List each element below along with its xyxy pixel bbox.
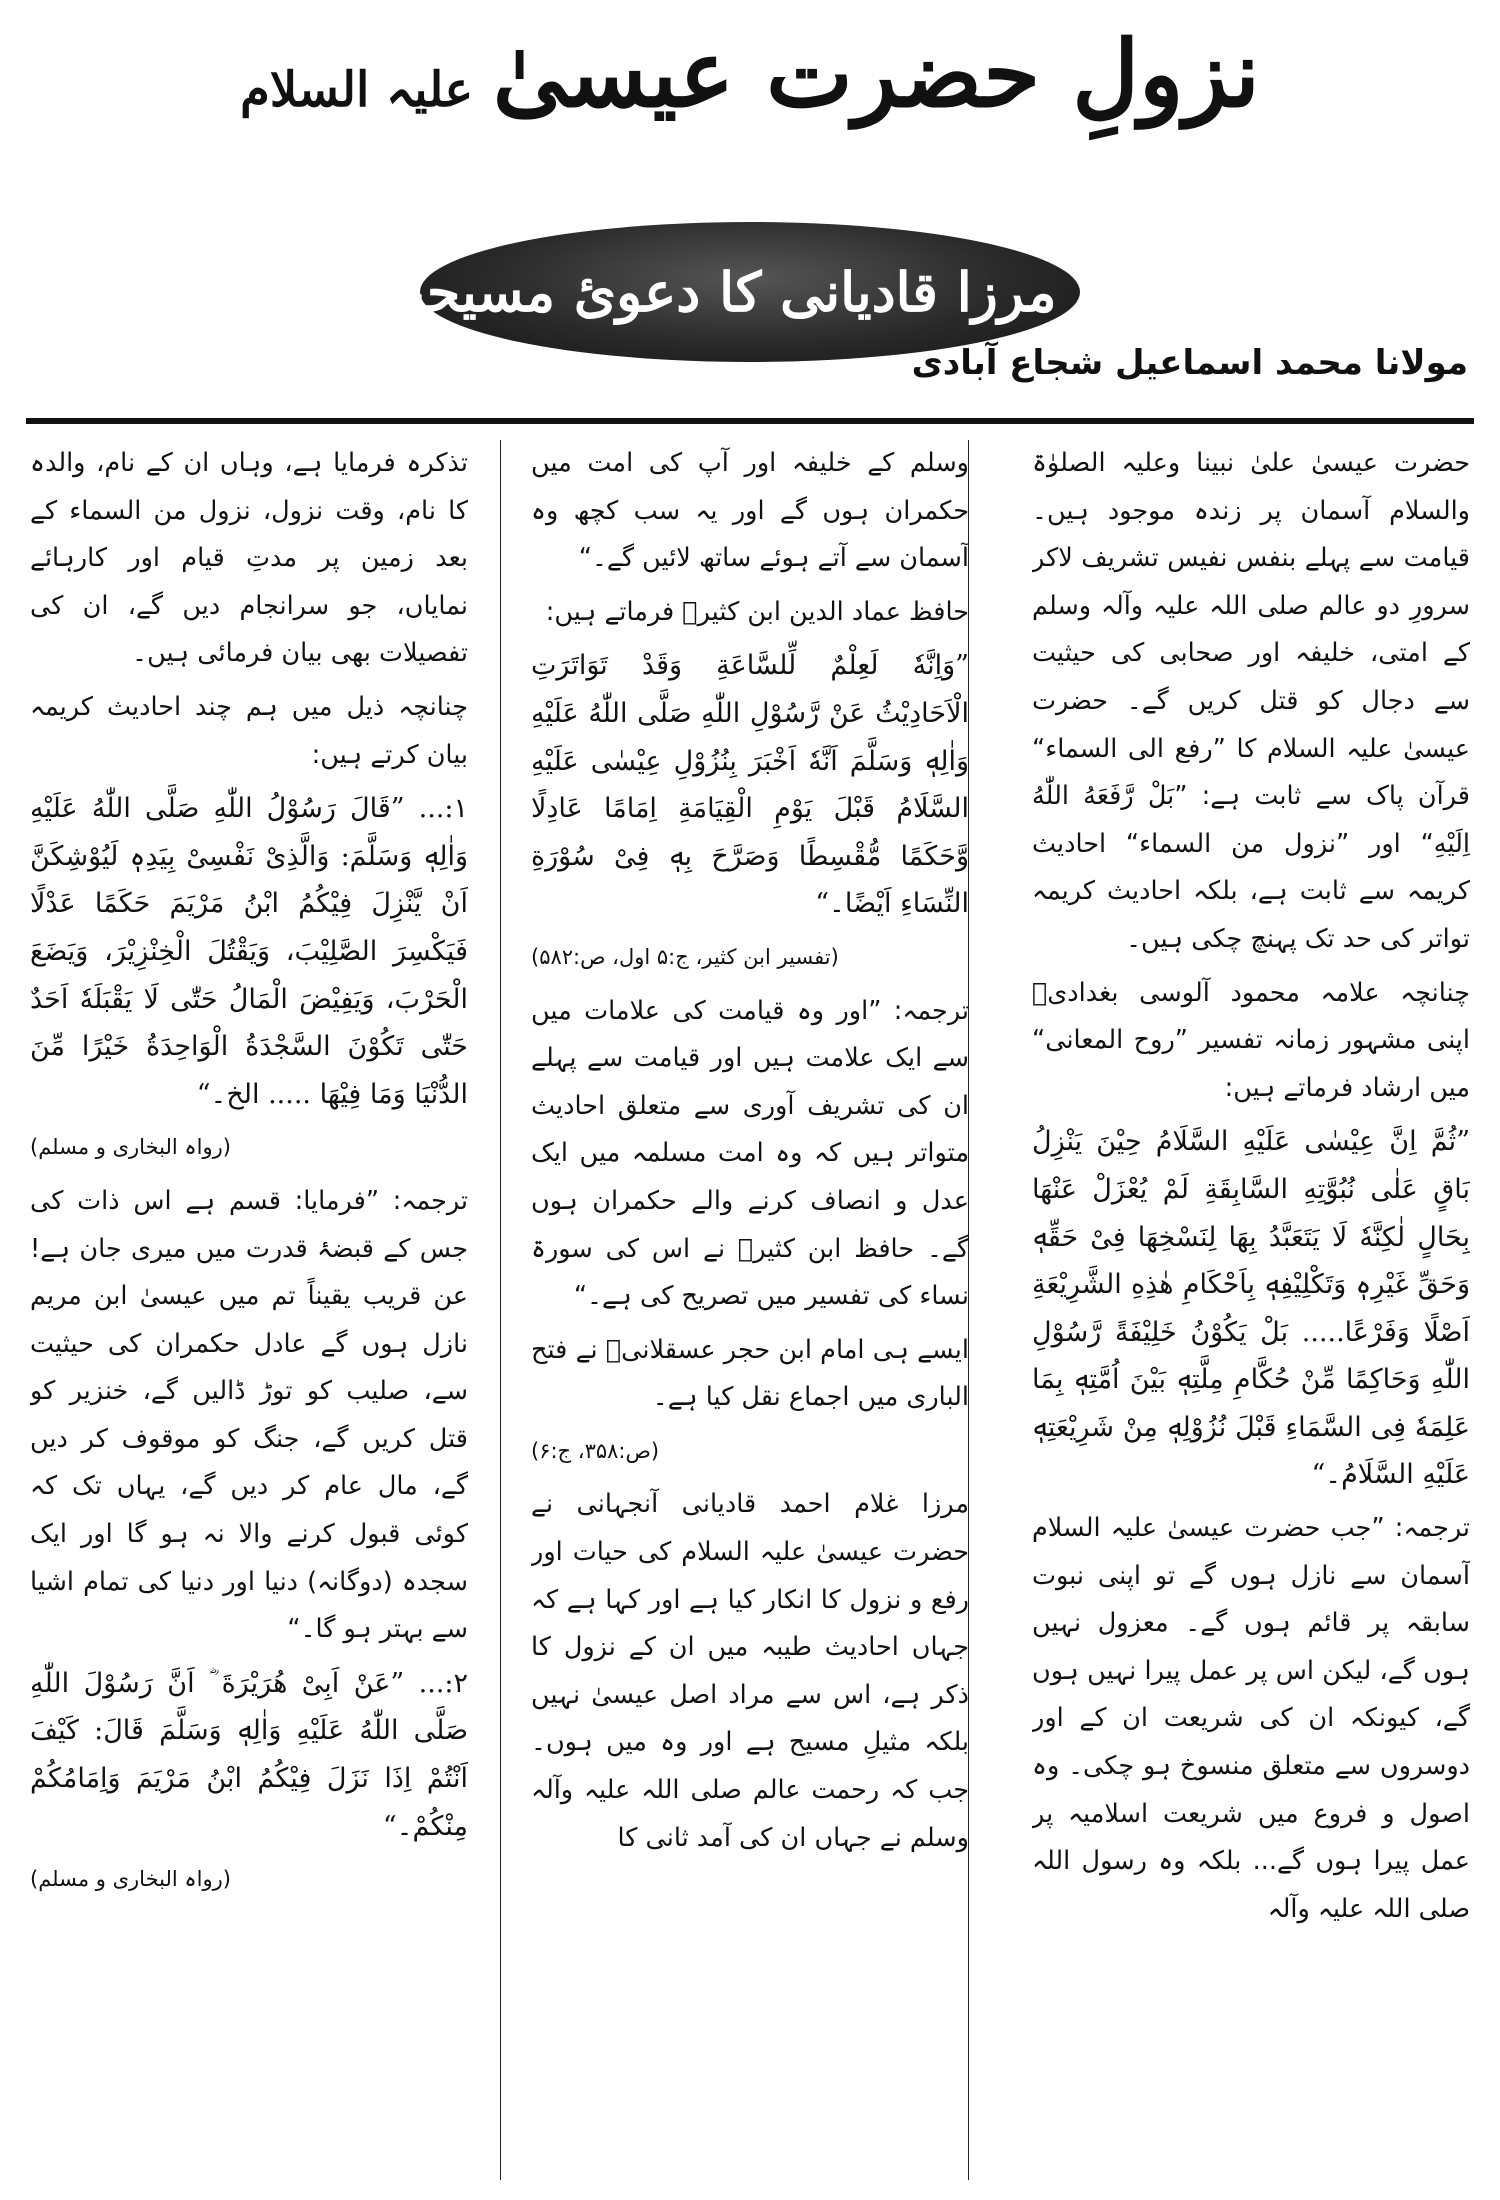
- body-paragraph: تذکرہ فرمایا ہے، وہاں ان کے نام، والدہ کا نام، وقت نزول، نزول من السماء کے بعد زمین پر مدتِ قیام اور کارہائے نمایاں، جو سرانجام دیں گے، ان کی تفصیلات بھی بیان فرمائی ہیں۔: [30, 448, 468, 669]
- body-paragraph: مرزا غلام احمد قادیانی آنجہانی نے حضرت عیسیٰ علیہ السلام کی حیات اور رفع و نزول کا انکار کیا ہے اور کہا ہے کہ جہاں احادیث طیبہ میں ان کے نزول کا ذکر ہے، اس سے مراد اصل عیسیٰ نہیں بلکہ مثیلِ مسیح ہے اور وہ میں ہوں۔ جب کہ رحمت عالم صلی اللہ علیہ وآلہ وسلم نے جہاں ان کی آمد ثانی کا: [531, 1489, 969, 1853]
- body-paragraph: حضرت عیسیٰ علیٰ نبینا وعلیہ الصلوٰۃ والسلام آسمان پر زندہ موجود ہیں۔ قیامت سے پہلے بنفس نفیس تشریف لاکر سرورِ دو عالم صلی اللہ علیہ وآلہ وسلم کے امتی، خلیفہ اور صحابی کی حیثیت سے دجال کو قتل کریں گے۔ حضرت عیسیٰ علیہ السلام کا ”رفع الی السماء“ قرآن پاک سے ثابت ہے: ”بَلْ رَّفَعَهُ اللّٰهُ اِلَيْهِ“ اور ”نزول من السماء“ احادیث کریمہ سے ثابت ہے، بلکہ احادیث کریمہ تواتر کی حد تک پہنچ چکی ہیں۔: [1032, 448, 1470, 954]
- translation-paragraph: ترجمہ: ”فرمایا: قسم ہے اس ذات کی جس کے قبضۂ قدرت میں میری جان ہے! عن قریب یقیناً تم میں عیسیٰ ابن مریم نازل ہوں گے عادل حکمران کی حیثیت سے، صلیب کو توڑ ڈالیں گے، خنزیر کو قتل کریں گے، جنگ کو موقوف کر دیں گے، مال عام کر دیں گے، یہاں تک کہ کوئی قبول کرنے والا نہ ہو گا اور ایک سجدہ (دوگانہ) دنیا اور دنیا کی تمام اشیا سے بہتر ہو گا۔“: [30, 1185, 468, 1645]
- citation: (رواہ البخاری و مسلم): [30, 1135, 231, 1160]
- arabic-quote: ”ثُمَّ اِنَّ عِیْسٰی عَلَیْهِ السَّلَامُ حِیْنَ یَنْزِلُ بَاقٍ عَلٰی نُبُوَّتِهِ السَّابِقَةِ لَمْ یُعْزَلْ عَنْهَا بِحَالٍ لٰکِنَّهٗ لَا یَتَعَبَّدُ بِهَا لِنَسْخِهَا فِیْ حَقِّهٖ وَحَقِّ غَیْرِهٖ وَتَکْلِیْفِهٖ بِاَحْکَامِ هٰذِهِ الشَّرِیْعَةِ اَصْلًا وَفَرْعًا..... بَلْ یَکُوْنُ خَلِیْفَةً رَّسُوْلِ اللّٰهِ وَحَاکِمًا مِّنْ حُکَّامِ مِلَّتِهٖ بَیْنَ اُمَّتِهٖ بِمَا عَلِمَهٗ فِی السَّمَاءِ قَبْلَ نُزُوْلِهٖ مِنْ شَرِیْعَتِهٖ عَلَیْهِ السَّلَامُ۔“: [1032, 1126, 1470, 1491]
- subtitle-banner: [357, 222, 1143, 362]
- header-divider: [26, 418, 1474, 424]
- author-byline: مولانا محمد اسماعیل شجاع آبادی: [911, 343, 1468, 383]
- body-paragraph: چنانچہ علامہ محمود آلوسی بغدادیؒ اپنی مشہور زمانہ تفسیر ”روح المعانی“ میں ارشاد فرماتے ہیں:: [1032, 977, 1470, 1103]
- column-divider: [500, 440, 501, 2180]
- citation: (تفسیر ابن کثیر، ج:۵ اول، ص:۵۸۲): [531, 944, 839, 969]
- translation-paragraph: ترجمہ: ”اور وہ قیامت کی علامات میں سے ایک علامت ہیں اور قیامت سے پہلے ان کی تشریف آوری سے متعلق احادیث متواتر ہیں کہ وہ امت مسلمہ میں ایک عدل و انصاف کرنے والے حکمران ہوں گے۔ حافظ ابن کثیرؒ نے اس کی سورۃ نساء کی تفسیر میں تصریح کی ہے۔“: [531, 995, 969, 1312]
- body-paragraph: ایسے ہی امام ابن حجر عسقلانیؒ نے فتح الباری میں اجماع نقل کیا ہے۔: [531, 1334, 969, 1413]
- translation-paragraph: ترجمہ: ”جب حضرت عیسیٰ علیہ السلام آسمان سے نازل ہوں گے تو اپنی نبوت سابقہ پر قائم ہوں گے۔ معزول نہیں ہوں گے، لیکن اس پر عمل پیرا نہیں ہوں گے، کیونکہ ان کی شریعت ان کے اور دوسروں سے متعلق منسوخ ہو چکی۔ وہ اصول و فروع میں شریعت اسلامیہ پر عمل پیرا ہوں گے... بلکہ وہ رسول اللہ صلی اللہ علیہ وآلہ: [1032, 1513, 1470, 1924]
- body-paragraph: وسلم کے خلیفہ اور آپ کی امت میں حکمران ہوں گے اور یہ سب کچھ وہ آسمان سے آتے ہوئے ساتھ لائیں گے۔“: [531, 448, 969, 574]
- lead-line: حافظ عماد الدین ابن کثیرؒ فرماتے ہیں:: [545, 596, 969, 627]
- citation: (ص:۳۵۸، ج:۶): [531, 1438, 660, 1463]
- title-suffix: علیہ السلام: [240, 62, 474, 118]
- hadith-quote: ۱:... ”قَالَ رَسُوْلُ اللّٰهِ صَلَّی اللّٰهُ عَلَیْهِ وَاٰلِهٖ وَسَلَّمَ: وَالَّذِیْ نَفْسِیْ بِیَدِهٖ لَیُوْشِکَنَّ اَنْ یَّنْزِلَ فِیْکُمُ ابْنُ مَرْیَمَ حَکَمًا عَدْلًا فَیَکْسِرَ الصَّلِیْبَ، وَیَقْتُلَ الْخِنْزِیْرَ، وَیَضَعَ الْحَرْبَ، وَیَفِیْضَ الْمَالُ حَتّٰی لَا یَقْبَلَهٗ اَحَدٌ حَتّٰی تَکُوْنَ السَّجْدَةُ الْوَاحِدَةُ خَیْرًا مِّنَ الدُّنْیَا وَمَا فِیْهَا ..... الخ۔“: [30, 793, 468, 1110]
- article-title: [0, 20, 1500, 128]
- title-main: نزولِ حضرت عیسیٰ: [492, 20, 1260, 128]
- hadith-quote: ۲:... ”عَنْ اَبِیْ هُرَیْرَةَ ؓ اَنَّ رَسُوْلَ اللّٰهِ صَلَّی اللّٰهُ عَلَیْهِ وَاٰلِهٖ وَسَلَّمَ قَالَ: کَیْفَ اَنْتُمْ اِذَا نَزَلَ فِیْکُمُ ابْنُ مَرْیَمَ وَاِمَامُکُمْ مِنْکُمْ۔“: [30, 1667, 468, 1842]
- arabic-quote: ”وَاِنَّهٗ لَعِلْمٌ لِّلسَّاعَةِ وَقَدْ تَوَاتَرَتِ الْاَحَادِیْثُ عَنْ رَّسُوْلِ اللّٰهِ صَلَّی اللّٰهُ عَلَیْهِ وَاٰلِهٖ وَسَلَّمَ اَنَّهٗ اَخْبَرَ بِنُزُوْلِ عِیْسٰی عَلَیْهِ السَّلَامُ قَبْلَ یَوْمِ الْقِیَامَةِ اِمَامًا عَادِلًا وَّحَکَمًا مُّقْسِطًا وَصَرَّحَ بِهٖ فِیْ سُوْرَةِ النِّسَاءِ اَیْضًا۔“: [531, 650, 969, 920]
- text-column-middle: [531, 440, 969, 2180]
- lead-line: چنانچہ ذیل میں ہم چند احادیث کریمہ بیان کرتے ہیں:: [30, 691, 468, 770]
- citation: (رواہ البخاری و مسلم): [30, 1867, 231, 1892]
- text-column-left: [30, 440, 468, 2180]
- text-column-right: [1032, 440, 1470, 2180]
- subtitle-text: اور مرزا قادیانی کا دعویٔ مسیحیت: [357, 260, 1143, 324]
